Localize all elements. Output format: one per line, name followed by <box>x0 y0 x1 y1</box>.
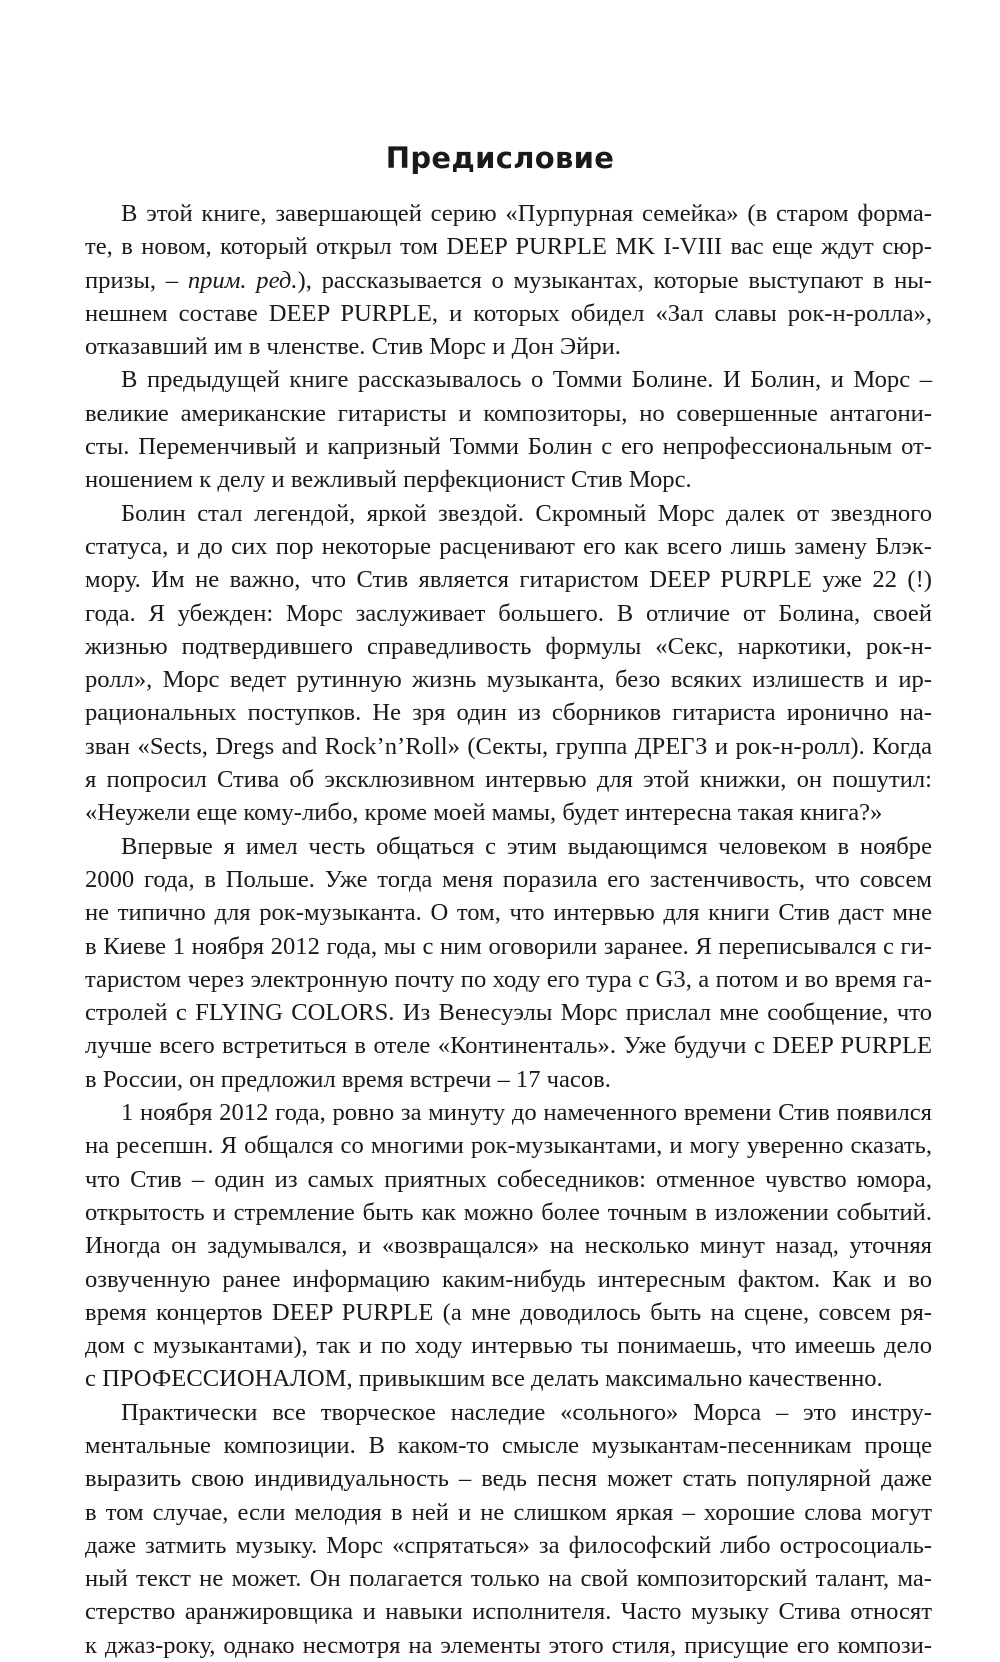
text-line: ментальные композиции. В каком-то смысле музыкантам-песенникам проще <box>85 1431 932 1459</box>
text-line <box>85 264 932 297</box>
text-line: 2000 года, в Польше. Уже тогда меня поразила его застенчивость, что совсем <box>85 865 932 893</box>
text-line: рациональных поступков. Не зря один из сборников гитариста иронично на- <box>85 699 932 727</box>
text-line: В предыдущей книге рассказывалось о Томми Болине. И Болин, и Морс – <box>121 366 932 394</box>
text-line: Практически все творческое наследие «сольного» Морса – это инстру- <box>121 1398 932 1426</box>
text-segment: призы, – <box>85 266 188 294</box>
text-line: года. Я убежден: Морс заслуживает большего. В отличие от Болина, своей <box>85 599 932 627</box>
text-line: Иногда он задумывался, и «возвращался» на несколько минут назад, уточняя <box>85 1232 932 1260</box>
text-line: ный текст не может. Он полагается только на свой композиторский талант, ма- <box>85 1565 932 1593</box>
text-line: нешнем составе DEEP PURPLE, и которых обидел «Зал славы рок-н-ролла», <box>85 299 932 327</box>
text-line: в Киеве 1 ноября 2012 года, мы с ним оговорили заранее. Я переписывался с ги- <box>85 932 932 960</box>
paragraph <box>85 1396 932 1662</box>
text-line: таристом через электронную почту по ходу его тура с G3, а потом и во время га- <box>85 965 932 993</box>
text-line: с ПРОФЕССИОНАЛОМ, привыкшим все делать максимально качественно. <box>85 1365 883 1393</box>
text-line: В этой книге, завершающей серию «Пурпурная семейка» (в старом форма- <box>121 200 932 227</box>
text-line: Болин стал легендой, яркой звездой. Скромный Морс далек от звездного <box>121 499 932 527</box>
paragraph <box>85 363 932 496</box>
text-line: 1 ноября 2012 года, ровно за минуту до намеченного времени Стив появился <box>121 1099 932 1127</box>
chapter-title: Предисловие <box>385 141 615 175</box>
text-line: что Стив – один из самых приятных собеседников: отменное чувство юмора, <box>85 1165 932 1193</box>
text-line: открытость и стремление быть как можно более точным в изложении событий. <box>85 1198 932 1226</box>
text-line: Впервые я имел честь общаться с этим выдающимся человеком в ноябре <box>121 832 932 860</box>
text-line: к джаз-року, однако несмотря на элементы этого стиля, присущие его компози- <box>85 1631 932 1659</box>
text-line: в России, он предложил время встречи – 17 часов. <box>85 1065 611 1093</box>
text-line: статуса, и до сих пор некоторые расценивают его как всего лишь замену Блэк- <box>85 532 932 560</box>
text-line: мору. Им не важно, что Стив является гитаристом DEEP PURPLE уже 22 (!) <box>85 566 932 594</box>
text-line: не типично для рок-музыканта. О том, что интервью для книги Стив даст мне <box>85 899 932 927</box>
text-line: ролл», Морс ведет рутинную жизнь музыканта, безо всяких излишеств и ир- <box>85 666 932 694</box>
text-line: «Неужели еще кому-либо, кроме моей мамы, будет интересна такая книга?» <box>85 799 883 827</box>
text-line: лучше всего встретиться в отеле «Континенталь». Уже будучи с DEEP PURPLE <box>85 1032 932 1060</box>
text-line: в том случае, если мелодия в ней и не слишком яркая – хорошие слова могут <box>85 1498 932 1526</box>
editor-note: прим. ред. <box>187 266 298 294</box>
text-line: отказавший им в членстве. Стив Морс и Дон Эйри. <box>85 333 621 361</box>
text-line: выразить свою индивидуальность – ведь песня может стать популярной даже <box>85 1465 932 1493</box>
text-line: зван «Sects, Dregs and Rock’n’Roll» (Секты, группа ДРЕГЗ и рок-н-ролл). Когда <box>85 732 932 760</box>
text-line: озвученную ранее информацию каким-нибудь интересным фактом. Как и во <box>85 1265 932 1293</box>
text-line: стерство аранжировщика и навыки исполнителя. Часто музыку Стива относят <box>85 1598 932 1626</box>
paragraph <box>85 197 932 363</box>
paragraph <box>85 497 932 830</box>
text-segment: ), рассказывается о музыкантах, которые выступают в ны- <box>297 266 932 294</box>
text-line: даже затмить музыку. Морс «спрятаться» за философский либо остросоциаль- <box>85 1531 932 1559</box>
text-line: жизнью подтвердившего справедливость формулы «Секс, наркотики, рок-н- <box>85 632 932 660</box>
text-line: ношением к делу и вежливый перфекционист Стив Морс. <box>85 466 692 494</box>
text-line: великие американские гитаристы и композиторы, но совершенные антагони- <box>85 399 932 427</box>
text-line: те, в новом, который открыл том DEEP PURPLE MK I-VIII вас еще ждут сюр- <box>85 233 932 261</box>
text-line: стролей с FLYING COLORS. Из Венесуэлы Морс прислал мне сообщение, что <box>85 999 932 1027</box>
paragraph <box>85 1096 932 1396</box>
text-line: на ресепшн. Я общался со многими рок-музыкантами, и могу уверенно сказать, <box>85 1132 932 1160</box>
body-text <box>85 197 932 1662</box>
paragraph <box>85 830 932 1096</box>
text-line: дом с музыкантами), так и по ходу интервью ты понимаешь, что имеешь дело <box>85 1332 932 1360</box>
text-line: я попросил Стива об эксклюзивном интервью для этой книжки, он пошутил: <box>85 766 932 794</box>
text-line: время концертов DEEP PURPLE (а мне доводилось быть на сцене, совсем ря- <box>85 1298 932 1326</box>
text-line: сты. Переменчивый и капризный Томми Болин с его непрофессиональным от- <box>85 433 932 461</box>
